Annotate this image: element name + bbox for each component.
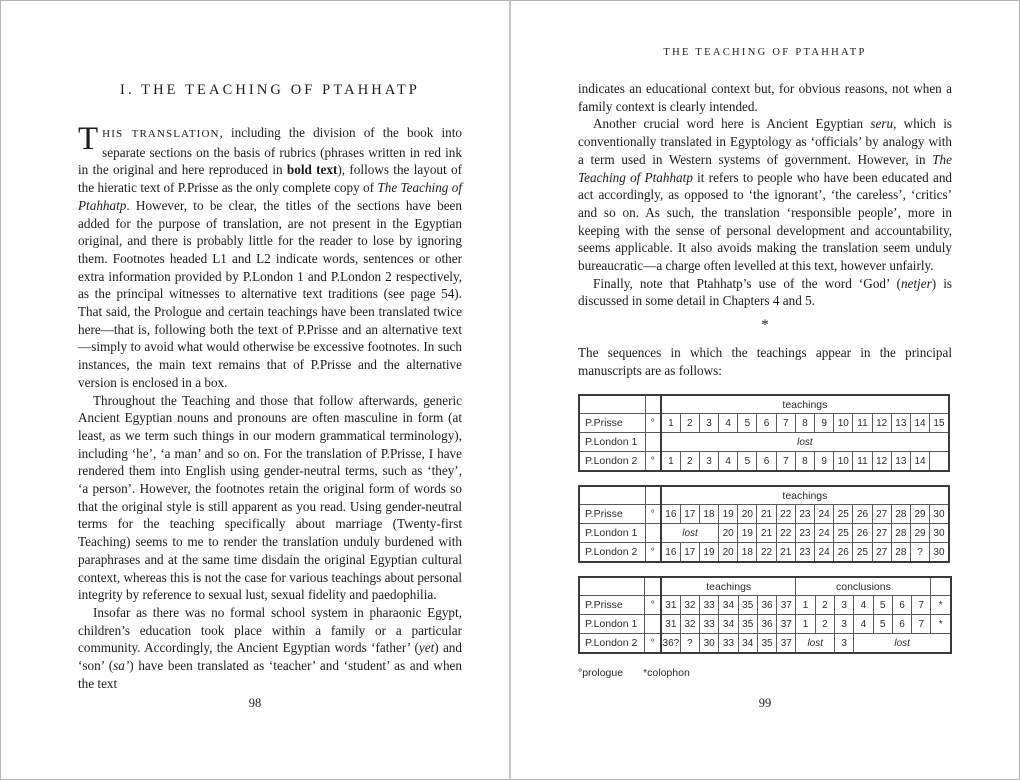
table-cell: 17	[680, 543, 699, 563]
bold-text: bold text	[286, 162, 338, 178]
table-cell: lost	[661, 524, 719, 543]
table-cell: 1	[796, 615, 815, 634]
table-cell: 7	[912, 596, 931, 615]
small-caps-text: HIS TRANSLATION	[102, 128, 220, 140]
table-cell: 30	[700, 634, 719, 654]
text-run: Another crucial word here is Ancient Egyptian	[593, 116, 871, 132]
table-cell	[645, 395, 661, 414]
italic-text: The Teaching of Ptahhatp	[578, 151, 952, 185]
table-cell: 36?	[661, 634, 680, 654]
table-cell: lost	[661, 433, 949, 452]
page-gutter-divider	[509, 0, 511, 780]
paragraph	[78, 604, 462, 693]
table-cell: 3	[699, 452, 718, 472]
table-cell: °	[645, 634, 661, 654]
table-cell: 8	[795, 414, 814, 433]
table-cell: 28	[891, 543, 910, 563]
table-cell: 22	[776, 505, 795, 524]
manuscript-label: P.Prisse	[579, 505, 645, 524]
table-cell: 1	[661, 414, 680, 433]
table-cell: 35	[738, 596, 757, 615]
table-cell: 20	[738, 505, 757, 524]
table-row	[579, 615, 951, 634]
table-intro	[578, 344, 952, 379]
text-run: it refers to people who have been educated and act accordingly, as opposed to ‘the ignorant’, ‘the careless’, ‘critics’ and so on. As such, the translation ‘responsible people’, more in keeping with the sense of personal development and accountability, seems applicable. It also avoids making the translation seem unduly bureaucratic—a charge often levelled at this text, however unfairly.	[578, 169, 953, 274]
left-page	[78, 82, 462, 693]
manuscript-label: P.London 2	[579, 634, 645, 654]
table-cell: 20	[719, 524, 738, 543]
table-cell	[579, 577, 645, 596]
table-cell: 3	[835, 615, 854, 634]
table-cell: 31	[661, 615, 680, 634]
table-group-header: teachings	[661, 395, 949, 414]
sequence-table-1	[578, 394, 950, 472]
table-cell: 21	[757, 505, 776, 524]
chapter-title: I. THE TEACHING OF PTAHHATP	[120, 82, 420, 98]
table-cell: 1	[661, 452, 680, 472]
table-row	[579, 524, 949, 543]
table-cell: 23	[795, 543, 814, 563]
table-cell: 18	[699, 505, 718, 524]
table-cell: 21	[757, 524, 776, 543]
italic-text: The Teaching of Ptahhatp	[78, 180, 462, 213]
table-cell: 5	[738, 414, 757, 433]
table-cell: 11	[853, 452, 872, 472]
table-cell: 37	[777, 596, 796, 615]
table-cell: 19	[719, 505, 738, 524]
manuscript-label: P.Prisse	[579, 414, 645, 433]
table-cell: 35	[738, 615, 757, 634]
table-cell	[645, 486, 661, 505]
table-cell: 6	[892, 596, 911, 615]
table-cell: 3	[835, 596, 854, 615]
table-cell: 3	[835, 634, 854, 654]
sequence-table-2	[578, 485, 950, 563]
page-number-left: 98	[248, 696, 262, 710]
table-cell: 2	[680, 414, 699, 433]
running-head: THE TEACHING OF PTAHHATP	[663, 47, 867, 58]
table-cell: 24	[815, 524, 834, 543]
table-cell: 15	[930, 414, 949, 433]
table-cell: 25	[834, 524, 853, 543]
table-cell: 10	[834, 452, 853, 472]
manuscript-label: P.Prisse	[579, 596, 645, 615]
table-cell: ?	[910, 543, 929, 563]
table-cell: lost	[854, 634, 951, 654]
table-cell: 12	[872, 414, 891, 433]
table-cell: 17	[680, 505, 699, 524]
table-cell: 25	[834, 505, 853, 524]
table-cell: 6	[757, 452, 776, 472]
table-cell: 33	[700, 615, 719, 634]
table-cell: 30	[930, 543, 949, 563]
table-cell: 37	[777, 634, 796, 654]
text-run: The sequences in which the teachings appear in the principal manuscripts are as follows:	[578, 344, 952, 378]
table-cell: 2	[815, 615, 834, 634]
table-cell: 26	[853, 505, 872, 524]
table-row	[579, 452, 949, 472]
table-cell: °	[645, 452, 661, 472]
table-footnote	[578, 667, 952, 679]
text-run: , including the division of the book into separate sections on the basis of rubrics (phrases written in red ink in the original and here reproduced in	[78, 125, 462, 178]
table-cell: 12	[872, 452, 891, 472]
footnote-prologue-key: °prologue	[578, 667, 624, 680]
text-run: ) and ‘son’ (	[78, 640, 462, 674]
text-run: Throughout the Teaching and those that follow afterwards, generic Ancient Egyptian nouns and pronouns are often masculine in form (at least, as we term such things in our modern grammatical terminology), including ‘he’, ‘a man’ and so on. For the translation of P.Prisse, I have rendered them into English using gender-neutral terms, such as ‘they’, ‘a person’. However, the footnotes retain the original form of words so that the original style is still apparent as you read. Using gender-neutral terms for the teaching specifically about marriage (Twenty-first Teaching) seems to me to render the translation unduly burdened with paraphrases and at the same time disdain the original Egyptian cultural context, whereas this is not the case for various teachings about personal integrity by reference to sexual lust, sexual fidelity and paedophilia.	[78, 392, 462, 603]
table-row	[579, 505, 949, 524]
table-cell: 19	[699, 543, 718, 563]
table-cell: 7	[776, 414, 795, 433]
table-cell: °	[645, 596, 661, 615]
italic-text: seru	[870, 116, 894, 132]
table-cell: 22	[757, 543, 776, 563]
table-cell: lost	[796, 634, 835, 654]
table-row	[579, 433, 949, 452]
table-cell	[930, 452, 949, 472]
table-cell: 6	[757, 414, 776, 433]
table-cell: °	[645, 543, 661, 563]
text-run: indicates an educational context but, for obvious reasons, not when a family context is clearly intended.	[578, 81, 952, 114]
table-cell: 20	[719, 543, 738, 563]
right-page	[578, 47, 952, 679]
table-cell: 30	[930, 505, 949, 524]
text-run: Insofar as there was no formal school system in pharaonic Egypt, children’s education took place within a family or a particular community. Accordingly, the Ancient Egyptian words ‘father’ (	[78, 604, 462, 656]
table-cell: 2	[680, 452, 699, 472]
manuscript-label: P.London 2	[579, 543, 645, 563]
table-cell: *	[931, 615, 951, 634]
table-cell	[579, 395, 645, 414]
table-cell: 37	[777, 615, 796, 634]
paragraph	[78, 121, 462, 392]
paragraph	[578, 115, 952, 274]
table-cell: 7	[912, 615, 931, 634]
table-cell	[579, 486, 645, 505]
manuscript-label: P.London 1	[579, 615, 645, 634]
table-cell: 33	[700, 596, 719, 615]
table-header-row	[579, 577, 951, 596]
table-cell	[645, 615, 661, 634]
table-row	[579, 543, 949, 563]
manuscript-label: P.London 1	[579, 524, 645, 543]
left-body-text	[78, 121, 462, 693]
table-cell	[645, 433, 661, 452]
table-cell: 10	[834, 414, 853, 433]
table-cell: °	[645, 505, 661, 524]
text-run: ) have been translated as ‘teacher’ and ‘student’ as and when the text	[78, 658, 462, 691]
sequence-table-3	[578, 576, 952, 654]
table-cell: 5	[873, 615, 892, 634]
table-cell: 35	[757, 634, 776, 654]
table-cell: 8	[795, 452, 814, 472]
table-row	[579, 596, 951, 615]
italic-text: netjer	[900, 275, 932, 291]
table-cell: 27	[872, 543, 891, 563]
table-cell: 21	[776, 543, 795, 563]
table-cell: 5	[873, 596, 892, 615]
asterisk-separator: *	[761, 317, 769, 334]
table-cell: 11	[853, 414, 872, 433]
table-cell: 23	[795, 524, 814, 543]
right-body-text	[578, 80, 952, 379]
footnote-colophon-key: *colophon	[643, 667, 690, 680]
table-cell: 25	[853, 543, 872, 563]
page-number-right: 99	[758, 696, 772, 710]
table-cell: 9	[815, 414, 834, 433]
table-cell: 28	[891, 524, 910, 543]
table-cell: 7	[776, 452, 795, 472]
table-cell: *	[931, 596, 951, 615]
italic-text: yet	[418, 640, 435, 656]
text-run: ), follows the layout of the hieratic text of P.Prisse as the only complete copy of	[78, 162, 462, 196]
text-run: , which is conventionally translated in Egyptology as ‘officials’ by analogy with a term used in Western systems of government. However, in	[578, 116, 952, 167]
table-cell: 1	[796, 596, 815, 615]
paragraph	[578, 80, 952, 115]
table-cell: 14	[910, 452, 929, 472]
table-cell	[931, 577, 951, 596]
table-cell: 4	[854, 615, 873, 634]
text-run: Finally, note that Ptahhatp’s use of the word ‘God’ (	[593, 275, 901, 291]
manuscript-label: P.London 2	[579, 452, 645, 472]
table-cell: 5	[738, 452, 757, 472]
table-cell: 29	[910, 524, 929, 543]
table-cell: 13	[891, 414, 910, 433]
table-cell: 4	[719, 452, 738, 472]
table-cell: 34	[738, 634, 757, 654]
table-cell: 34	[719, 596, 738, 615]
table-cell: 18	[738, 543, 757, 563]
paragraph	[578, 275, 952, 310]
table-cell: 16	[661, 505, 680, 524]
table-cell	[645, 577, 661, 596]
table-cell: 36	[757, 615, 776, 634]
manuscript-label: P.London 1	[579, 433, 645, 452]
table-cell: 34	[719, 615, 738, 634]
table-cell: 29	[910, 505, 929, 524]
table-cell: 32	[680, 596, 699, 615]
drop-cap: T	[78, 121, 99, 157]
table-cell: 22	[776, 524, 795, 543]
table-cell: 24	[815, 543, 834, 563]
table-cell: 27	[872, 524, 891, 543]
table-cell: 4	[854, 596, 873, 615]
table-row	[579, 414, 949, 433]
table-cell: 28	[891, 505, 910, 524]
table-cell: 32	[680, 615, 699, 634]
table-cell: 26	[834, 543, 853, 563]
table-cell: 6	[892, 615, 911, 634]
table-cell: 14	[910, 414, 929, 433]
table-cell: °	[645, 414, 661, 433]
table-cell	[645, 524, 661, 543]
paragraph	[78, 392, 462, 604]
table-cell: 19	[738, 524, 757, 543]
text-run: ) is discussed in some detail in Chapters 4 and 5.	[578, 275, 953, 309]
table-cell: 24	[815, 505, 834, 524]
table-cell: 31	[661, 596, 680, 615]
table-group-header: teachings	[661, 577, 796, 596]
table-row	[579, 634, 951, 654]
table-cell: 13	[891, 452, 910, 472]
table-header-row	[579, 395, 949, 414]
table-cell: 23	[795, 505, 814, 524]
table-cell: 27	[872, 505, 891, 524]
table-cell: 2	[815, 596, 834, 615]
italic-text: sa’	[113, 658, 130, 674]
table-cell: 9	[815, 452, 834, 472]
table-cell: 26	[853, 524, 872, 543]
text-run: . However, to be clear, the titles of the sections have been added for the purpose of translation, are not present in the Egyptian original, and there is probably little for the reader to lose by ignoring them. Footnotes headed L1 and L2 indicate words, sentences or other extra information provided by P.London 1 and P.London 2 respectively, as the principal witnesses to alternative text traditions (see page 54). That said, the Prologue and certain teachings have been translated twice here—that is, following both the text of P.Prisse and an alternative text—simply to avoid what would otherwise be excessive footnotes. In such instances, the main text remains that of P.Prisse and the alternative version is enclosed in a box.	[78, 197, 462, 390]
table-cell: 36	[757, 596, 776, 615]
table-cell: 4	[719, 414, 738, 433]
table-group-header: teachings	[661, 486, 949, 505]
table-header-row	[579, 486, 949, 505]
table-group-header: conclusions	[796, 577, 931, 596]
table-cell: ?	[680, 634, 699, 654]
table-cell: 30	[930, 524, 949, 543]
table-cell: 16	[661, 543, 680, 563]
table-cell: 3	[699, 414, 718, 433]
table-cell: 33	[719, 634, 738, 654]
